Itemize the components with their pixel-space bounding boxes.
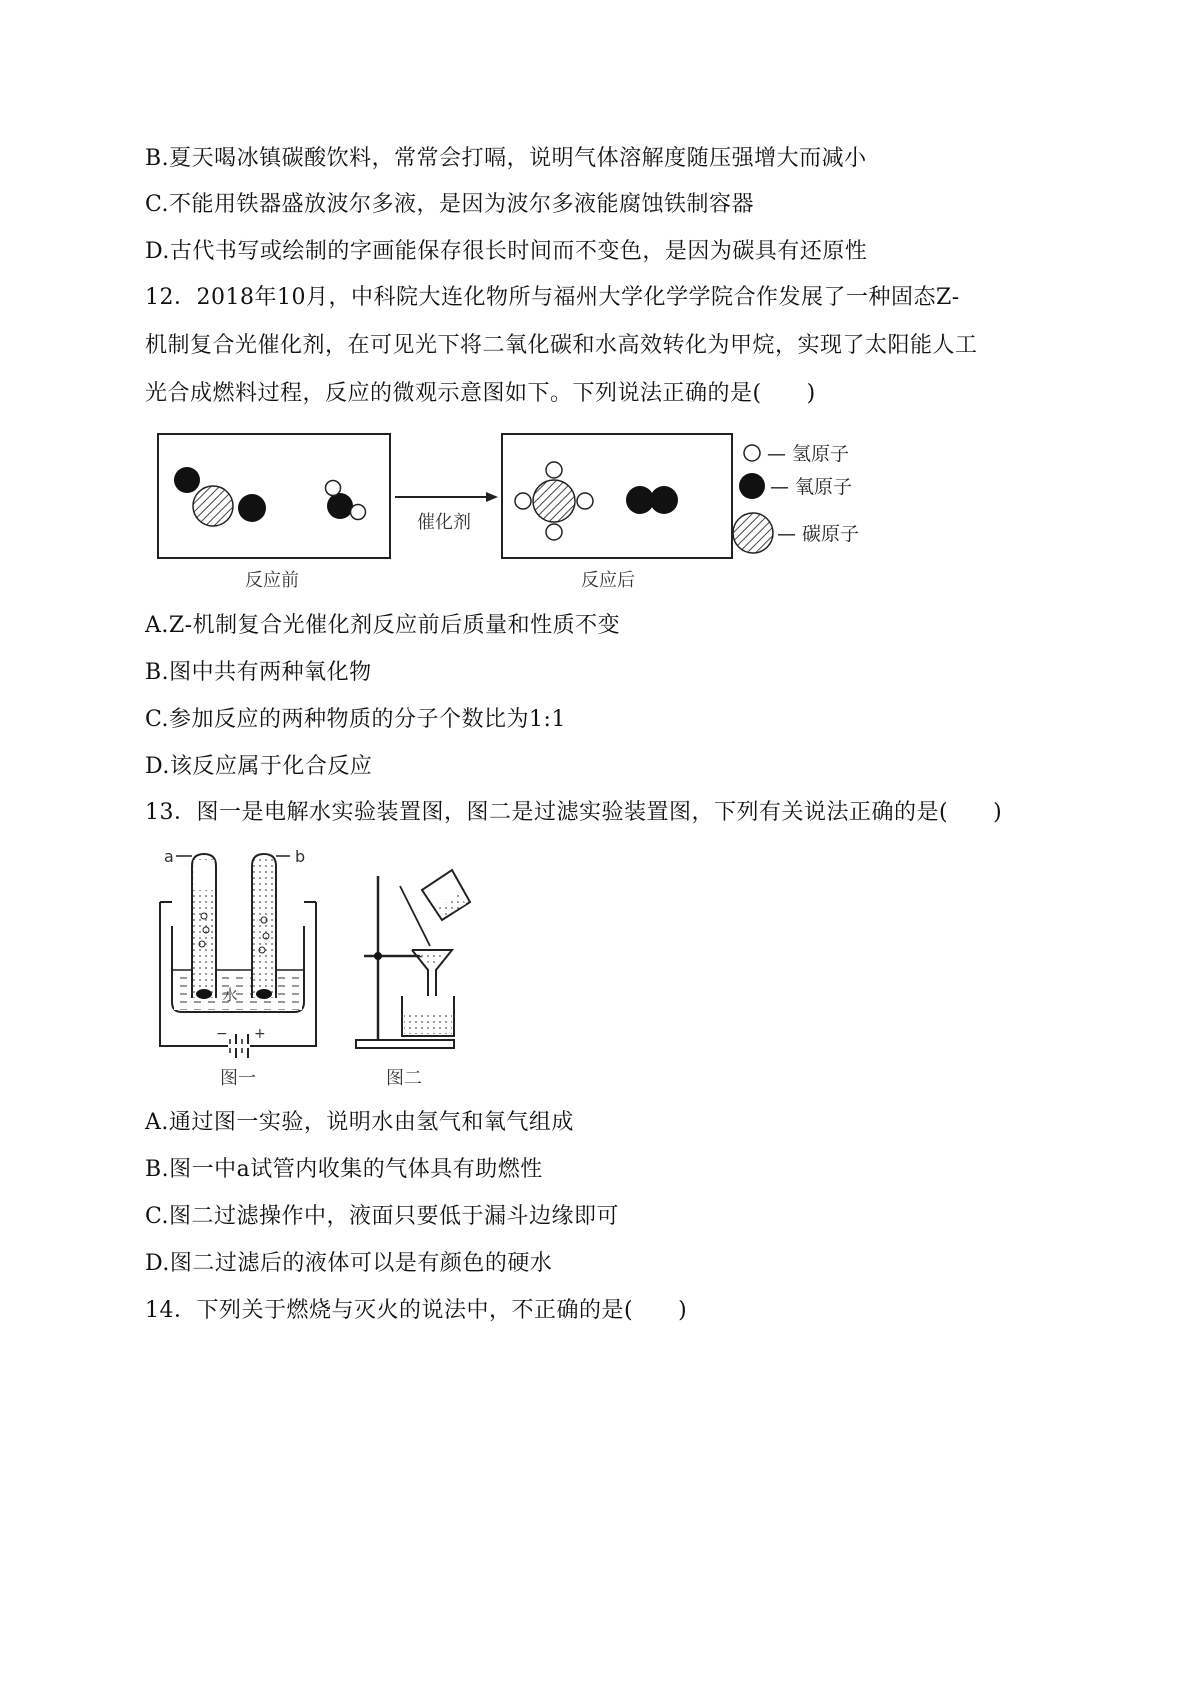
electrolysis-and-filtration-diagram (150, 846, 520, 1096)
q11-option-b: B.夏天喝冰镇碳酸饮料，常常会打嗝，说明气体溶解度随压强增大而减小 (145, 146, 867, 171)
oxygen-atom (626, 486, 654, 514)
legend-oxygen-symbol (739, 473, 765, 499)
oxygen-atom (650, 486, 678, 514)
tube-a-label: a (164, 847, 174, 866)
oxygen-atom (238, 494, 266, 522)
figure2-caption: 图二 (386, 1068, 422, 1089)
q12-stem-line1: 12．2018年10月，中科院大连化物所与福州大学化学学院合作发展了一种固态Z- (145, 285, 960, 310)
before-box (158, 434, 390, 558)
q13-stem: 13．图一是电解水实验装置图，图二是过滤实验装置图，下列有关说法正确的是( ) (145, 800, 1003, 825)
stand-base (356, 1040, 454, 1048)
hydrogen-atom (351, 505, 366, 520)
q13-option-d: D.图二过滤后的液体可以是有颜色的硬水 (145, 1251, 553, 1276)
electrode-a (196, 989, 212, 999)
q12-option-b: B.图中共有两种氧化物 (145, 660, 372, 685)
hydrogen-atom (326, 481, 341, 496)
legend-hydrogen-label: — 氢原子 (767, 443, 850, 465)
figure1-caption: 图一 (220, 1068, 256, 1089)
water-label: 水 (222, 986, 238, 1004)
carbon-atom (193, 486, 233, 526)
q12-stem-line2: 机制复合光催化剂，在可见光下将二氧化碳和水高效转化为甲烷，实现了太阳能人工 (145, 333, 978, 358)
q14-stem: 14．下列关于燃烧与灭火的说法中，不正确的是( ) (145, 1298, 688, 1323)
q12-stem-line3: 光合成燃料过程，反应的微观示意图如下。下列说法正确的是( ) (145, 381, 816, 406)
legend-oxygen-label: — 氧原子 (770, 476, 853, 498)
legend-hydrogen-symbol (744, 445, 760, 461)
legend-carbon-symbol (733, 513, 773, 553)
hydrogen-atom (546, 462, 562, 478)
q12-option-a: A.Z-机制复合光催化剂反应前后质量和性质不变 (145, 613, 621, 638)
tube-b (252, 854, 276, 998)
carbon-atom (533, 480, 575, 522)
oxygen-atom (174, 467, 200, 493)
oxygen-atom (327, 493, 353, 519)
q13-option-c: C.图二过滤操作中，液面只要低于漏斗边缘即可 (145, 1204, 620, 1229)
q12-option-d: D.该反应属于化合反应 (145, 754, 373, 779)
tube-b-label: b (295, 847, 306, 866)
battery-minus: − (216, 1026, 228, 1042)
catalyst-label: 催化剂 (417, 512, 471, 533)
q11-option-c: C.不能用铁器盛放波尔多液，是因为波尔多液能腐蚀铁制容器 (145, 192, 755, 217)
after-caption: 反应后 (581, 570, 635, 591)
q12-option-c: C.参加反应的两种物质的分子个数比为1:1 (145, 707, 566, 732)
before-caption: 反应前 (245, 570, 299, 591)
reaction-micro-diagram (150, 428, 890, 598)
battery-plus: + (254, 1026, 266, 1042)
legend-carbon-label: — 碳原子 (777, 523, 860, 545)
hydrogen-atom (515, 493, 531, 509)
q11-option-d: D.古代书写或绘制的字画能保存很长时间而不变色，是因为碳具有还原性 (145, 239, 868, 264)
electrode-b (256, 989, 272, 999)
q13-option-a: A.通过图一实验，说明水由氢气和氧气组成 (145, 1110, 574, 1135)
q13-option-b: B.图一中a试管内收集的气体具有助燃性 (145, 1157, 543, 1182)
hydrogen-atom (577, 493, 593, 509)
hydrogen-atom (546, 524, 562, 540)
